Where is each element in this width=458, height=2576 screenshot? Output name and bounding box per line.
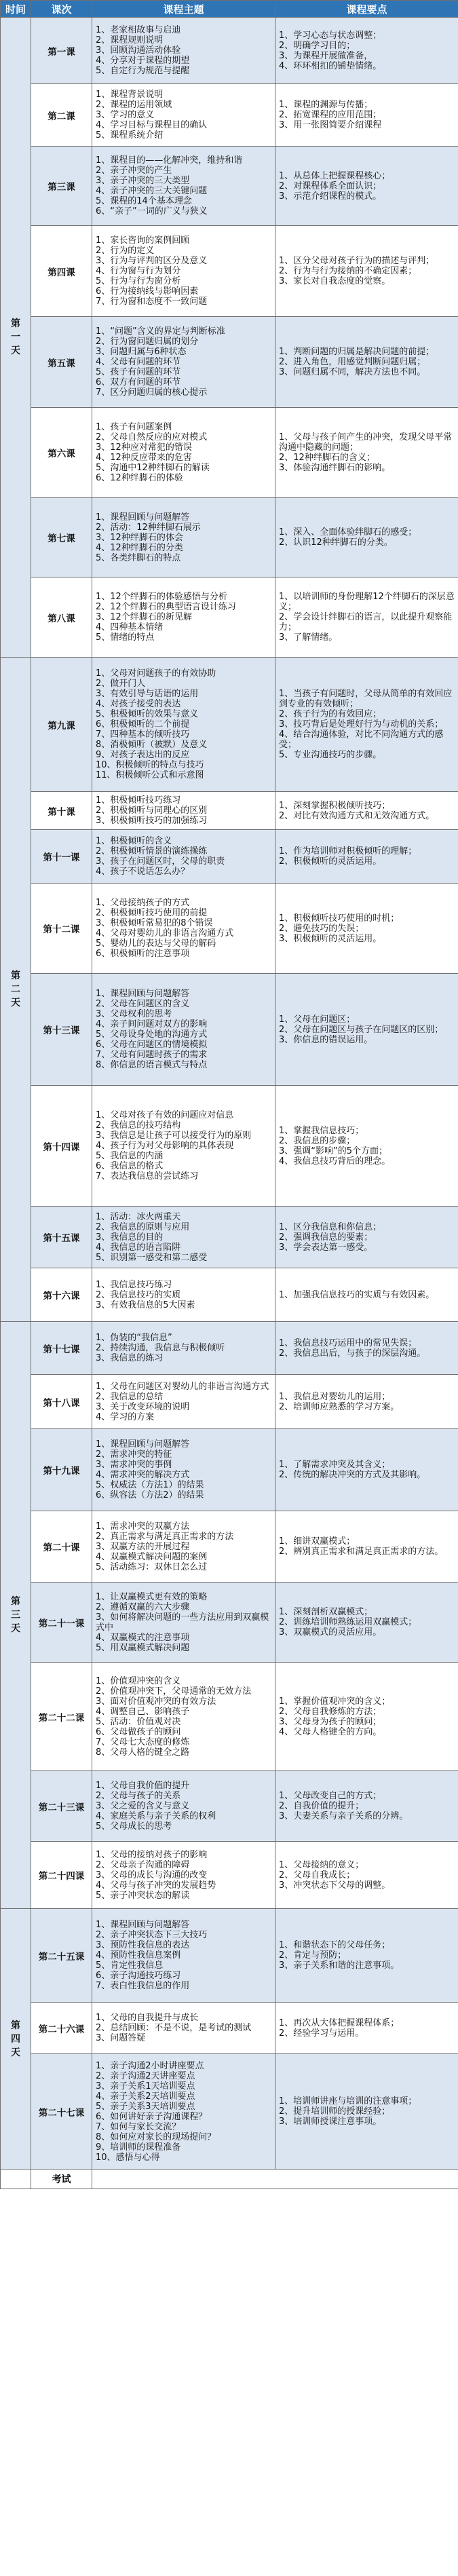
- lesson-name: 第十九课: [31, 1429, 92, 1511]
- day-label: 第 一 天: [1, 18, 31, 658]
- lesson-points: 1、和谐状态下的父母任务； 2、肯定与预防； 3、亲子关系和谐的注意事项。: [275, 1909, 458, 2003]
- lesson-topics: 1、父母对孩子有效的问题应对信息 2、我信息的技巧结构 3、我信息是让孩子可以接受行为的原则 4、孩子行为对父母影响的具体表现 5、我信息的内涵 6、我信息的格式 7、表达我信息的尝试练习: [92, 1086, 275, 1207]
- lesson-points: 1、细讲双赢模式； 2、辨别真正需求和满足真正需求的方法。: [275, 1511, 458, 1583]
- lesson-name: 第十课: [31, 792, 92, 830]
- table-header-row: [1, 1, 458, 18]
- lesson-points: 1、我信息技巧运用中的常见失误； 2、我信息出后，与孩子的深层沟通。: [275, 1322, 458, 1375]
- lesson-name: 第二十课: [31, 1511, 92, 1583]
- day-label: 第 三 天: [1, 1322, 31, 1909]
- table-row: [1, 1511, 458, 1583]
- lesson-points: 1、培训师讲座与培训的注意事项； 2、提升培训师的授课经验； 3、培训师授课注意事项。: [275, 2054, 458, 2170]
- lesson-topics: 1、课程回顾与问题解答 2、亲子冲突状态下三大技巧 3、预防性我信息的表达 4、预防性我信息案例 5、肯定性我信息 6、亲子沟通技巧练习 7、表白性我信息的作用: [92, 1909, 275, 2003]
- lesson-topics: 1、活动：冰火两重天 2、我信息的原则与应用 3、我信息的目的 4、我信息的语言陷阱 5、识别第一感受和第二感受: [92, 1207, 275, 1268]
- lesson-points: 1、课程的渊源与传播； 2、拓宽课程的应用范围； 3、用一张图简要介绍课程: [275, 84, 458, 147]
- lesson-points: 1、父母在问题区； 2、父母在问题区与孩子在问题区的区别； 3、你信息的错误运用。: [275, 974, 458, 1086]
- table-row: [1, 1207, 458, 1268]
- lesson-points: 1、加强我信息技巧的实质与有效因素。: [275, 1268, 458, 1322]
- lesson-points: 1、从总体上把握课程核心； 2、对课程体系全面认识； 3、示范介绍课程的模式。: [275, 147, 458, 226]
- header-time: 时间: [1, 1, 31, 18]
- lesson-name: 第二十四课: [31, 1842, 92, 1909]
- table-row: [1, 18, 458, 84]
- lesson-name: 第十一课: [31, 830, 92, 884]
- lesson-name: 第十四课: [31, 1086, 92, 1207]
- lesson-name: 第九课: [31, 658, 92, 792]
- lesson-name: 第二课: [31, 84, 92, 147]
- table-row: [1, 1909, 458, 2003]
- lesson-name: 第八课: [31, 577, 92, 658]
- lesson-topics: 1、需求冲突的双赢方法 2、真正需求与满足真正需求的方法 3、双赢方法的开展过程 4、双赢模式解决问题的案例 5、活动练习：双休日怎么过: [92, 1511, 275, 1583]
- table-row: [1, 147, 458, 226]
- lesson-name: 第四课: [31, 226, 92, 317]
- table-row: [1, 1842, 458, 1909]
- lesson-name: 第二十三课: [31, 1771, 92, 1842]
- day-label: 第 二 天: [1, 658, 31, 1322]
- table-row: [1, 408, 458, 498]
- header-topic: 课程主题: [92, 1, 275, 18]
- lesson-points: 1、以培训师的身份理解12个绊脚石的深层意义； 2、学会设计绊脚石的语言，以此提升观察能力； 3、了解情绪。: [275, 577, 458, 658]
- lesson-topics: 1、课程回顾与问题解答 2、父母在问题区的含义 3、父母权利的思考 4、亲子间问题对双方的影响 5、父母设身处地的沟通方式 6、父母在问题区的情境模拟 7、父母有问题时孩子的需求 8、你信息的语言模式与特点: [92, 974, 275, 1086]
- lesson-topics: 1、父母的自我提升与成长 2、总结回顾：不是不说，是考试的测试 3、问题答疑: [92, 2003, 275, 2054]
- exam-row: [1, 2170, 458, 2189]
- table-row: [1, 2054, 458, 2170]
- lesson-topics: 1、课程目的——化解冲突，维持和谐 2、亲子冲突的产生 3、亲子冲突的三大类型 4、亲子冲突的三大关键问题 5、课程的14个基本理念 6、“亲子”一词的广义与狭义: [92, 147, 275, 226]
- lesson-topics: 1、老家相故事与启迪 2、课程规则说明 3、回顾沟通活动体验 4、分享对于课程的期望 5、自定行为规范与提醒: [92, 18, 275, 84]
- exam-label: 考试: [31, 2170, 92, 2189]
- lesson-topics: 1、积极倾听技巧练习 2、积极倾听与同理心的区别 3、积极倾听技巧的加强练习: [92, 792, 275, 830]
- lesson-topics: 1、父母自我价值的提升 2、父母与孩子的关系 3、父之爱的含义与意义 4、家庭关系与亲子关系的权利 5、父母成长的思考: [92, 1771, 275, 1842]
- lesson-points: 1、了解需求冲突及其含义； 2、传统的解决冲突的方式及其影响。: [275, 1429, 458, 1511]
- lesson-topics: 1、父母在问题区对婴幼儿的非语言沟通方式 2、我信息的总结 3、关于改变环境的说明 4、学习的方案: [92, 1375, 275, 1429]
- lesson-topics: 1、“问题”含义的界定与判断标准 2、行为窗问题归属的划分 3、问题归属与6种状态 4、父母有问题的环节 5、孩子有问题的环节 6、双方有问题的环节 7、区分问题归属的核心提示: [92, 317, 275, 408]
- lesson-name: 第二十五课: [31, 1909, 92, 2003]
- lesson-points: 1、我信息对婴幼儿的运用； 2、培训师应熟悉的学习方案。: [275, 1375, 458, 1429]
- table-row: [1, 1375, 458, 1429]
- lesson-points: 1、父母接纳的意义； 2、父母自我成长； 3、冲突状态下父母的调整。: [275, 1842, 458, 1909]
- lesson-topics: 1、课程回顾与问题解答 2、需求冲突的特征 3、需求冲突的事例 4、需求冲突的解决方式 5、权威法（方法1）的结果 6、纵容法（方法2）的结果: [92, 1429, 275, 1511]
- day-label: 第 四 天: [1, 1909, 31, 2170]
- lesson-points: 1、区分父母对孩子行为的描述与评判； 2、行为与行为接纳的不确定因素； 3、家长对自我态度的觉察。: [275, 226, 458, 317]
- lesson-name: 第七课: [31, 498, 92, 577]
- lesson-topics: 1、父母对问题孩子的有效协助 2、做开门人 3、有效引导与话语的运用 4、对孩子接受的表达 5、积极倾听的效果与意义 6、积极倾听的二个前提 7、四种基本的倾听技巧 8、消极倾听（被默）及意义 9、对孩子表达出的反应 10、积极倾听的特点与技巧 11、积极倾听公式和示意图: [92, 658, 275, 792]
- lesson-name: 第十七课: [31, 1322, 92, 1375]
- table-row: [1, 974, 458, 1086]
- table-row: [1, 1086, 458, 1207]
- table-row: [1, 1583, 458, 1663]
- lesson-name: 第一课: [31, 18, 92, 84]
- lesson-name: 第六课: [31, 408, 92, 498]
- lesson-topics: 1、课程背景说明 2、课程的运用领域 3、学习的意义 4、学习目标与课程目的确认 5、课程系统介绍: [92, 84, 275, 147]
- table-row: [1, 1429, 458, 1511]
- lesson-topics: 1、孩子有问题案例 2、父母自然反应的应对模式 3、12种应对常犯的错误 4、12种反应带来的危害 5、沟通中12种绊脚石的解读 6、12种绊脚石的体验: [92, 408, 275, 498]
- lesson-points: 1、掌握我信息技巧； 2、我信息的步骤； 3、强调“影响”的5个方面； 4、我信息技巧背后的理念。: [275, 1086, 458, 1207]
- table-row: [1, 830, 458, 884]
- lesson-points: 1、作为培训师对积极倾听的理解； 2、积极倾听的灵活运用。: [275, 830, 458, 884]
- lesson-name: 第十二课: [31, 884, 92, 974]
- lesson-points: 1、区分我信息和你信息； 2、强调我信息的要素； 3、学会表达第一感受。: [275, 1207, 458, 1268]
- lesson-points: 1、深入、全面体验绊脚石的感受； 2、认识12种绊脚石的分类。: [275, 498, 458, 577]
- lesson-points: 1、再次从大体把握课程体系； 2、经验学习与运用。: [275, 2003, 458, 2054]
- lesson-topics: 1、12个绊脚石的体验感悟与分析 2、12个绊脚石的典型语言设计练习 3、12个绊脚石的新见解 4、四种基本情绪 5、情绪的特点: [92, 577, 275, 658]
- lesson-points: 1、判断问题的归属是解决问题的前提； 2、进入角色，用感觉判断问题归属； 3、问题归属不同，解决方法也不同。: [275, 317, 458, 408]
- table-row: [1, 1771, 458, 1842]
- lesson-topics: 1、伪装的“我信息” 2、持续沟通，我信息与积极倾听 3、我信息的练习: [92, 1322, 275, 1375]
- lesson-points: 1、深刻掌握积极倾听技巧； 2、对比有效沟通方式和无效沟通方式。: [275, 792, 458, 830]
- lesson-name: 第十八课: [31, 1375, 92, 1429]
- lesson-points: 1、深刻剖析双赢模式； 2、训练培训师熟练运用双赢模式； 3、双赢模式的灵活应用。: [275, 1583, 458, 1663]
- table-row: [1, 884, 458, 974]
- lesson-name: 第十六课: [31, 1268, 92, 1322]
- lesson-points: 1、当孩子有问题时，父母从简单的有效回应到专业的有效倾听； 2、孩子行为的有效回应； 3、技巧背后是处理好行为与动机的关系； 4、结合沟通体验，对比不同沟通方式的感受； 5、专业沟通技巧的步骤。: [275, 658, 458, 792]
- table-row: [1, 2003, 458, 2054]
- lesson-name: 第二十六课: [31, 2003, 92, 2054]
- lesson-name: 第二十七课: [31, 2054, 92, 2170]
- lesson-topics: 1、课程回顾与问题解答 2、活动：12种绊脚石展示 3、12种绊脚石的体会 4、12种绊脚石的分类 5、各类绊脚石的特点: [92, 498, 275, 577]
- exam-time-cell: [1, 2170, 31, 2189]
- header-lesson: 课次: [31, 1, 92, 18]
- lesson-points: 1、学习心态与状态调整； 2、明确学习目的； 3、为课程开展做准备， 4、环环相扣的铺垫情绪。: [275, 18, 458, 84]
- lesson-points: 1、父母与孩子间产生的冲突，发现父母平常沟通中隐藏的问题； 2、12种绊脚石的含义； 3、体验沟通绊脚石的影响。: [275, 408, 458, 498]
- table-row: [1, 498, 458, 577]
- lesson-name: 第二十一课: [31, 1583, 92, 1663]
- lesson-name: 第三课: [31, 147, 92, 226]
- table-row: [1, 317, 458, 408]
- table-row: [1, 226, 458, 317]
- lesson-points: 1、积极倾听技巧使用的时机； 2、避免技巧的失误； 3、积极倾听的灵活运用。: [275, 884, 458, 974]
- schedule-body: [1, 18, 458, 2189]
- table-row: [1, 1663, 458, 1771]
- lesson-topics: 1、我信息技巧练习 2、我信息技巧的实质 3、有效我信息的5大因素: [92, 1268, 275, 1322]
- lesson-topics: 1、父母的接纳对孩子的影响 2、父母亲子沟通的障碍 3、父母的成长与沟通的改变 4、父母与孩子冲突的发展趋势 5、亲子冲突状态的解读: [92, 1842, 275, 1909]
- header-point: 课程要点: [275, 1, 458, 18]
- table-row: [1, 1268, 458, 1322]
- exam-blank-cell: [92, 2170, 458, 2189]
- table-row: [1, 577, 458, 658]
- table-row: [1, 792, 458, 830]
- lesson-topics: 1、亲子沟通2小时讲座要点 2、亲子沟通2天讲座要点 3、亲子关系1天培训要点 4、亲子关系2天培训要点 5、亲子关系3天培训要点 6、如何讲好亲子沟通课程？ 7、如何与家长交流？ 8、如何应对家长的现场提问？ 9、培训师的课程准备 10、感悟与心得: [92, 2054, 275, 2170]
- lesson-name: 第十五课: [31, 1207, 92, 1268]
- lesson-topics: 1、价值观冲突的含义 2、价值观冲突下，父母通常的无效方法 3、面对价值观冲突的有效方法 4、调整自己、影响孩子 5、活动：价值观对决 6、父母做孩子的顾问 7、父母七大态度的修炼 8、父母人格的键全之路: [92, 1663, 275, 1771]
- lesson-topics: 1、积极倾听的含义 2、积极倾听情景的演练操练 3、孩子在问题区时，父母的职责 4、孩子不说话怎么办？: [92, 830, 275, 884]
- lesson-name: 第五课: [31, 317, 92, 408]
- lesson-points: 1、掌握价值观冲突的含义； 2、父母自我修炼的方法； 3、父母身为孩子的顾问； 4、父母人格键全的方向。: [275, 1663, 458, 1771]
- table-row: [1, 84, 458, 147]
- lesson-name: 第二十二课: [31, 1663, 92, 1771]
- lesson-topics: 1、让双赢模式更有效的策略 2、遵循双赢的六大步骤 3、如何将解决问题的一些方法应用到双赢模式中 4、双赢模式的注意事项 5、用双赢模式解决问题: [92, 1583, 275, 1663]
- lesson-name: 第十三课: [31, 974, 92, 1086]
- table-row: [1, 1322, 458, 1375]
- table-row: [1, 658, 458, 792]
- lesson-topics: 1、父母接纳孩子的方式 2、积极倾听技巧使用的前提 3、积极倾听常易犯的8个错误 4、父母对婴幼儿的非语言沟通方式 5、婴幼儿的表达与父母的解码 6、积极倾听的注意事项: [92, 884, 275, 974]
- lesson-topics: 1、家长咨询的案例回顾 2、行为的定义 3、行为与评判的区分及意义 4、行为窗与行为划分 5、行为与行为窗分析 6、行为接纳线与影响因素 7、行为窗和态度不一致问题: [92, 226, 275, 317]
- lesson-points: 1、父母改变自己的方式； 2、自我价值的提升； 3、夫妻关系与亲子关系的分辨。: [275, 1771, 458, 1842]
